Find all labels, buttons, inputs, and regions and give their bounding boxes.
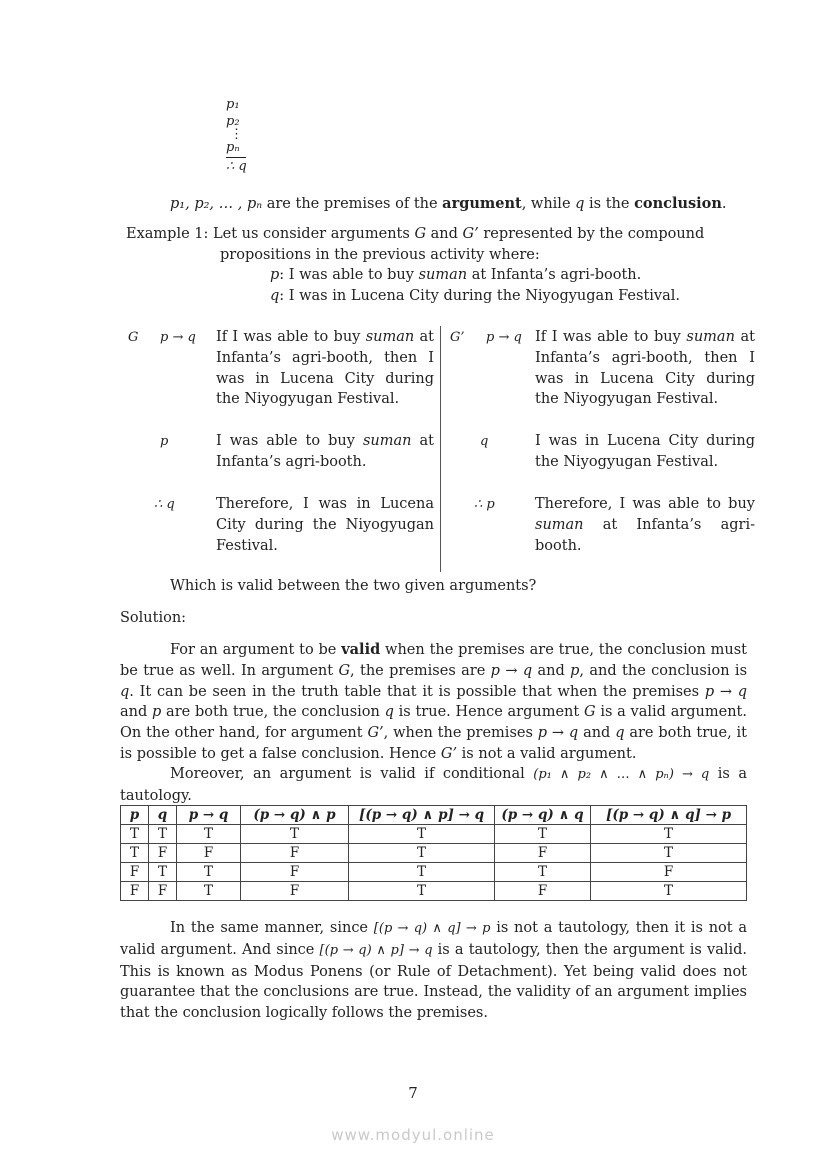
argument-g-sym-1: p → q [160,330,196,345]
argument-gp-conclusion: Therefore, I was able to buy suman at Infanta’s agri-booth. [535,496,755,554]
header-cell: (p → q) ∧ q [495,806,591,825]
example-heading: Example 1: Let us consider arguments G and G’ represented by the compound [126,226,705,242]
solution-paragraph-3: In the same manner, since [(p → q) ∧ q] → p is not a tautology, then it is not a valid argument. And since [(p → q) ∧ p] → q is a tautology, then the argument is valid. This is known as Modus Ponens (or Rule of Detachment). Yet being valid does not guarantee that the conclusions are true. Instead, the validity of an argument implies that the conclusion logically follows the premises. [120,920,748,1022]
argument-gp-premise-2: I was in Lucena City during the Niyogyugan Festival. [535,433,755,470]
table-row: T T T T T T T [121,825,747,844]
column-divider [440,326,441,572]
watermark: www.modyul.online [331,1126,495,1144]
argument-g-sym-2: p [160,434,169,449]
argument-g-sym-3: ∴ q [154,497,175,512]
header-cell: q [149,806,177,825]
argument-g-label: G [128,330,139,345]
argument-g-premise-1: If I was able to buy suman at Infanta’s agri-booth, then I was in Lucena City during the Niyogyugan Festival. [216,329,434,408]
page-number: 7 [408,1084,418,1102]
argument-gp-label: G’ [450,330,465,345]
question-text: Which is valid between the two given arguments? [170,578,537,594]
premise-n: pₙ [226,140,240,155]
argument-gp-sym-1: p → q [486,330,522,345]
table-row: F T T F T T F [121,863,747,882]
argument-gp-sym-3: ∴ p [474,497,495,512]
solution-paragraph-1: For an argument to be valid when the premises are true, the conclusion must be true as well. In argument G, the premises are p → q and p, and the conclusion is q. It can be seen in the truth table that it is possible that when the premises p → q and p are both true, the conclusion q is true. Hence argument G is a valid argument. On the other hand, for argument G’, when the premises p → q and q are both true, it is possible to get a false conclusion. Hence G’ is not a valid argument. [120,641,748,762]
premise-1: p₁ [226,97,240,112]
example-line2: propositions in the previous activity where: [220,247,540,263]
argument-gp-sym-2: q [480,434,489,449]
header-cell: [(p → q) ∧ p] → q [349,806,495,825]
header-cell: (p → q) ∧ p [241,806,349,825]
header-cell: p [121,806,149,825]
vertical-dots: ⋮ [230,127,243,142]
argument-g-premise-2: I was able to buy suman at Infanta’s agri-booth. [216,433,434,470]
argument-g-conclusion: Therefore, I was in Lucena City during the Niyogyugan Festival. [216,496,434,554]
definition-p: p: I was able to buy suman at Infanta’s agri-booth. [270,267,642,283]
truth-table [120,805,747,901]
header-cell: p → q [177,806,241,825]
table-row: F F T F T F T [121,882,747,901]
table-row: T F F F T F T [121,844,747,863]
solution-paragraph-2: Moreover, an argument is valid if conditional (p₁ ∧ p₂ ∧ … ∧ pₙ) → q is a tautology. [120,766,747,804]
definition-line: p₁, p₂, … , pₙ are the premises of the argument, while q is the conclusion. [170,195,727,212]
truth-table-header [121,806,747,825]
definition-q: q: I was in Lucena City during the Niyogyugan Festival. [270,288,680,304]
solution-label: Solution: [120,610,187,626]
premise-2: p₂ [226,114,240,129]
argument-gp-premise-1: If I was able to buy suman at Infanta’s agri-booth, then I was in Lucena City during the Niyogyugan Festival. [535,329,755,408]
premises-stack [226,96,247,175]
header-cell: [(p → q) ∧ q] → p [591,806,747,825]
premise-conclusion: ∴ q [226,159,247,174]
